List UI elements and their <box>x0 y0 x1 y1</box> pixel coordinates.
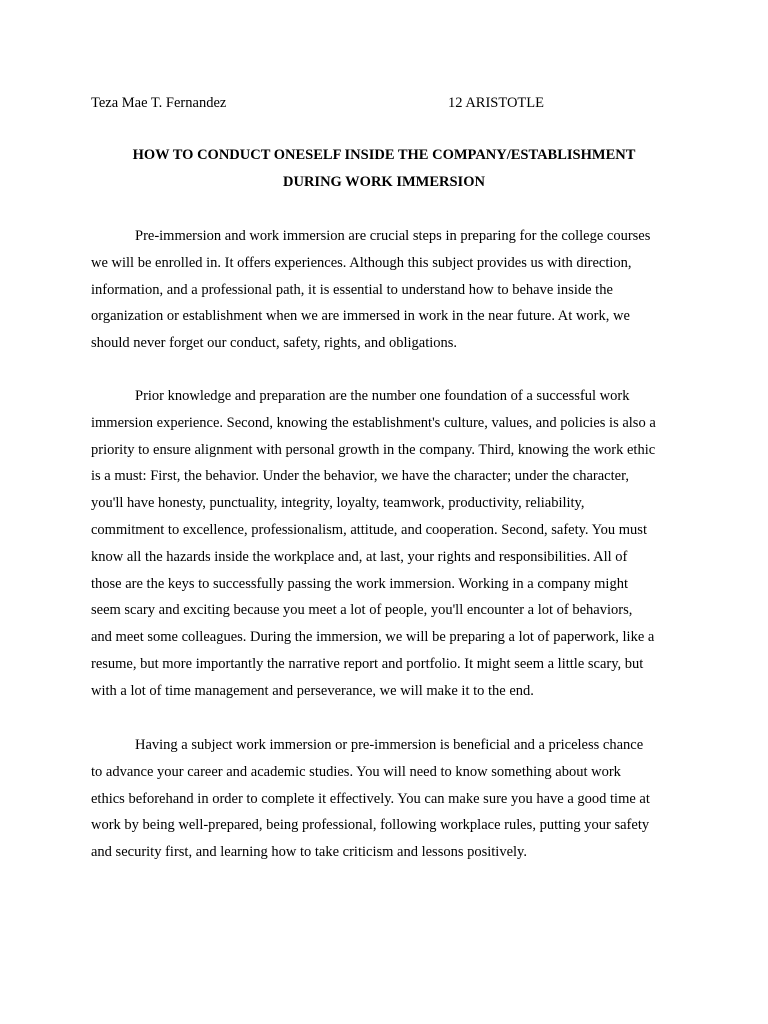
section-name: 12 ARISTOTLE <box>448 95 544 111</box>
paragraph-line: ethics beforehand in order to complete it effectively. You can make sure you have a good time at <box>91 790 650 807</box>
paragraph-line: commitment to excellence, professionalism, attitude, and cooperation. Second, safety. You must <box>91 521 647 538</box>
paragraph-line: should never forget our conduct, safety, rights, and obligations. <box>91 335 458 352</box>
paragraph-line: to advance your career and academic studies. You will need to know something about work <box>91 763 621 780</box>
paragraph-line: and meet some colleagues. During the immersion, we will be preparing a lot of paperwork, like a <box>91 629 655 646</box>
paragraph-line: and security first, and learning how to take criticism and lessons positively. <box>91 844 527 861</box>
paragraph-line: priority to ensure alignment with personal growth in the company. Third, knowing the work ethic <box>91 441 656 458</box>
paragraph-line: those are the keys to successfully passing the work immersion. Working in a company might <box>91 575 628 592</box>
paragraph-3 <box>91 732 691 866</box>
paragraph-2 <box>91 383 691 705</box>
paragraph-line: Prior knowledge and preparation are the number one foundation of a successful work <box>135 388 630 404</box>
paragraph-line: know all the hazards inside the workplace and, at last, your rights and responsibilities. All of <box>91 548 628 565</box>
paragraph-line: seem scary and exciting because you meet a lot of people, you'll encounter a lot of behaviors, <box>91 602 633 619</box>
author-name: Teza Mae T. Fernandez <box>91 95 227 111</box>
document-header <box>91 93 691 113</box>
paragraph-line: organization or establishment when we are immersed in work in the near future. At work, we <box>91 308 630 325</box>
paragraph-line: is a must: First, the behavior. Under the behavior, we have the character; under the character, <box>91 468 629 485</box>
paragraph-line: immersion experience. Second, knowing the establishment's culture, values, and policies is also a <box>91 414 656 431</box>
title-line-2: DURING WORK IMMERSION <box>283 174 485 190</box>
title-line-1: HOW TO CONDUCT ONESELF INSIDE THE COMPANY/ESTABLISHMENT <box>132 147 636 163</box>
paragraph-line: Pre-immersion and work immersion are crucial steps in preparing for the college courses <box>135 228 651 244</box>
paragraph-line: we will be enrolled in. It offers experiences. Although this subject provides us with direction, <box>91 254 632 271</box>
document-title <box>91 142 677 196</box>
paragraph-line: Having a subject work immersion or pre-immersion is beneficial and a priceless chance <box>135 737 644 753</box>
paragraph-line: information, and a professional path, it is essential to understand how to behave inside the <box>91 281 613 298</box>
paragraph-line: you'll have honesty, punctuality, integrity, loyalty, teamwork, productivity, reliability, <box>91 495 585 512</box>
paragraph-1 <box>91 223 691 357</box>
paragraph-line: with a lot of time management and perseverance, we will make it to the end. <box>91 682 534 699</box>
paragraph-line: work by being well-prepared, being professional, following workplace rules, putting your safety <box>91 817 650 834</box>
paragraph-line: resume, but more importantly the narrative report and portfolio. It might seem a little scary, but <box>91 655 644 672</box>
